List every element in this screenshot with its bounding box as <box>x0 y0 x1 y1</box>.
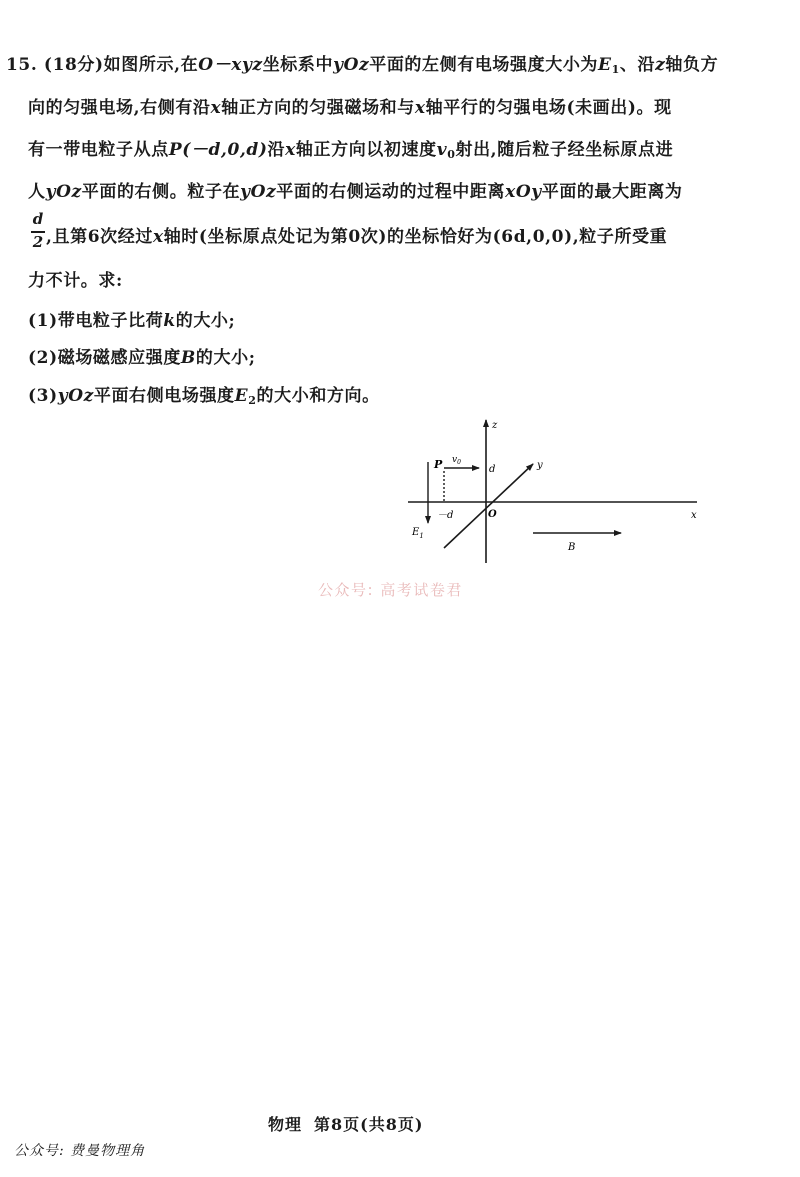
text-segment: 射出,随后粒子经坐标原点进 <box>455 140 674 160</box>
page-footer <box>268 1112 435 1135</box>
text-segment: x <box>285 140 296 160</box>
x-axis-label: x <box>691 510 697 521</box>
text-segment: 、沿 <box>619 55 656 75</box>
coordinate-figure <box>400 415 710 570</box>
sub-question-2 <box>28 343 256 368</box>
text-segment: 平面的最大距离为 <box>541 182 683 202</box>
text-segment: E <box>598 55 612 75</box>
footer-page: 第8页(共8页) <box>314 1115 424 1134</box>
text-segment: x <box>414 98 426 118</box>
text-segment: 向的匀强电场,右侧有沿 <box>28 98 211 118</box>
text-segment: 轴正方向以初速度 <box>295 140 437 160</box>
text-segment: B <box>180 348 196 368</box>
text-segment: (1)带电粒子比荷 <box>28 311 164 331</box>
text-segment: 平面的右侧。粒子在 <box>81 182 241 202</box>
text-segment: yOz <box>45 182 82 202</box>
text-segment: 轴平行的匀强电场(未画出)。现 <box>425 98 672 118</box>
text-segment: (2)磁场磁感应强度 <box>28 348 181 368</box>
point-p-label: P <box>434 458 443 471</box>
origin-label: O <box>488 509 497 520</box>
y-axis-line <box>444 464 533 548</box>
question-line-1 <box>6 50 718 76</box>
footer-subject: 物理 <box>268 1115 303 1134</box>
d-label: d <box>489 464 496 475</box>
text-segment: 的大小; <box>175 311 236 331</box>
sub-question-3 <box>28 381 380 407</box>
text-segment: 轴时(坐标原点处记为第0次)的坐标恰好为(6d,0,0),粒子所受重 <box>163 227 668 247</box>
text-segment: 人 <box>28 182 46 202</box>
text-segment: 轴正方向的匀强磁场和与 <box>221 98 415 118</box>
text-segment: P(－d,0,d) <box>168 140 268 160</box>
text-segment: 坐标系中 <box>262 55 334 75</box>
text-segment: yOz <box>240 182 277 202</box>
text-segment: k <box>163 311 176 331</box>
question-line-4 <box>28 177 683 202</box>
text-segment: xOy <box>505 182 542 202</box>
fraction-denominator: 2 <box>32 233 44 251</box>
text-subscript: 2 <box>248 393 257 407</box>
question-line-5 <box>46 222 667 247</box>
text-subscript: 0 <box>447 147 456 161</box>
neg-d-label: －d <box>437 510 454 521</box>
z-axis-label: z <box>492 420 498 431</box>
text-segment: 的大小; <box>195 348 256 368</box>
text-segment: x <box>210 98 222 118</box>
text-segment: 平面右侧电场强度 <box>93 386 235 406</box>
text-segment: x <box>152 227 164 247</box>
velocity-label: $v_0$ <box>452 455 461 466</box>
text-segment: yOz <box>333 55 370 75</box>
sub-question-1 <box>28 306 235 331</box>
question-line-3 <box>28 135 673 161</box>
text-segment: v <box>436 140 448 160</box>
text-segment: yOz <box>57 386 94 406</box>
text-segment: 有一带电粒子从点 <box>28 140 169 160</box>
text-segment: E <box>234 386 249 406</box>
question-number: 15. <box>6 55 38 75</box>
e1-field-label: $E_1$ <box>412 527 424 540</box>
text-segment: 沿 <box>267 140 286 160</box>
text-segment: (3) <box>28 386 58 406</box>
text-segment: ,且第6次经过 <box>46 227 153 247</box>
bottom-note: 公众号: 费曼物理角 <box>14 1143 146 1159</box>
y-axis-label: y <box>537 460 543 471</box>
text-segment: 的大小和方向。 <box>256 386 380 406</box>
b-field-label: B <box>568 542 576 553</box>
text-segment: 轴负方 <box>665 55 719 75</box>
question-points: (18分) <box>43 55 104 75</box>
text-segment: 如图所示,在 <box>103 55 199 75</box>
watermark-text: 公众号: 高考试卷君 <box>318 581 463 599</box>
text-segment: z <box>655 55 666 75</box>
text-segment: 平面的右侧运动的过程中距离 <box>276 182 506 202</box>
text-segment: 平面的左侧有电场强度大小为 <box>369 55 599 75</box>
question-line-6: 力不计。求: <box>28 271 123 291</box>
text-subscript: 1 <box>611 62 620 76</box>
question-line-2 <box>28 93 672 118</box>
fraction-numerator: d <box>32 210 44 228</box>
text-segment: O－xyz <box>198 55 263 75</box>
